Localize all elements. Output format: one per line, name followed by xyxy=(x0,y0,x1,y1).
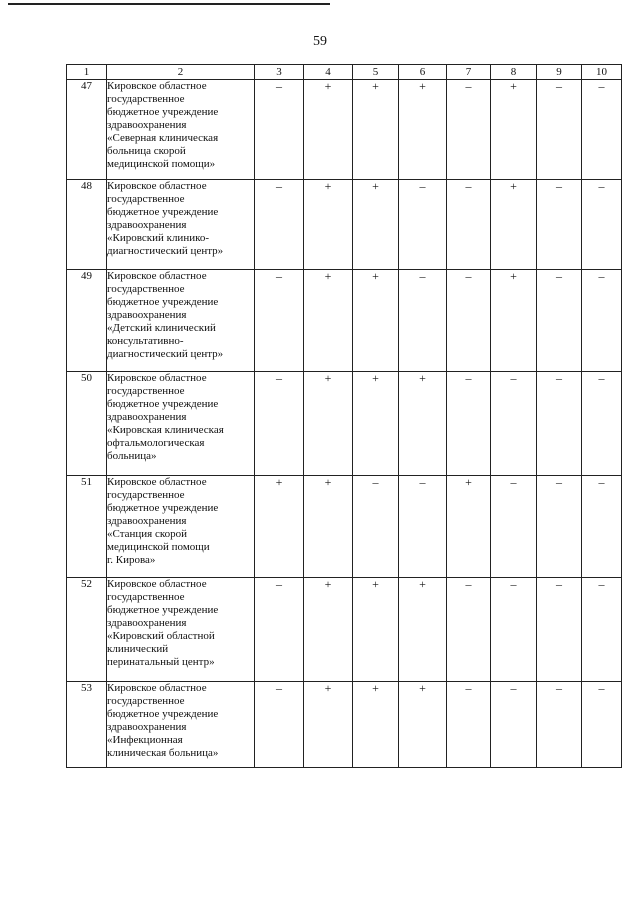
mark-cell xyxy=(304,578,353,682)
row-number: 52 xyxy=(67,578,107,682)
facility-name-line: бюджетное учреждение xyxy=(107,206,219,218)
mark-cell xyxy=(255,270,304,372)
mark-value: + xyxy=(324,681,332,695)
facility-name-line: бюджетное учреждение xyxy=(107,604,219,616)
mark-value: – xyxy=(465,577,472,591)
mark-value: – xyxy=(510,577,517,591)
mark-cell xyxy=(582,682,622,768)
mark-cell xyxy=(491,270,537,372)
mark-cell xyxy=(353,270,399,372)
facility-name-line: «Северная клиническая xyxy=(107,132,219,144)
mark-value: + xyxy=(372,179,379,193)
facility-name-line: государственное xyxy=(107,93,185,105)
mark-cell xyxy=(399,476,447,578)
facility-name xyxy=(107,476,255,578)
facility-name-line: «Станция скорой xyxy=(107,528,188,540)
mark-value: – xyxy=(598,179,605,193)
mark-cell xyxy=(399,682,447,768)
mark-value: – xyxy=(556,371,562,385)
mark-cell xyxy=(447,80,491,180)
mark-value: – xyxy=(465,371,472,385)
mark-value: + xyxy=(419,371,426,385)
mark-value: + xyxy=(419,577,426,591)
facility-name-line: бюджетное учреждение xyxy=(107,398,219,410)
facility-name-line: клиническая больница» xyxy=(107,747,219,759)
mark-value: + xyxy=(275,475,283,489)
facility-name-line: Кировское областное xyxy=(107,270,207,282)
facility-name-line: перинатальный центр» xyxy=(107,656,215,668)
header-row xyxy=(67,65,622,80)
mark-cell xyxy=(304,682,353,768)
mark-value: + xyxy=(419,681,426,695)
mark-cell xyxy=(353,682,399,768)
mark-value: – xyxy=(598,577,605,591)
row-number: 53 xyxy=(67,682,107,768)
facility-name-line: государственное xyxy=(107,695,185,707)
mark-value: + xyxy=(372,371,379,385)
table-row xyxy=(67,578,622,682)
mark-cell xyxy=(255,578,304,682)
mark-cell xyxy=(491,180,537,270)
facility-name xyxy=(107,682,255,768)
facility-name-line: Кировское областное xyxy=(107,476,207,488)
mark-cell xyxy=(399,270,447,372)
mark-cell xyxy=(582,372,622,476)
facility-name-line: бюджетное учреждение xyxy=(107,106,219,118)
facility-name-line: больница скорой xyxy=(107,145,186,157)
facility-name-line: Кировское областное xyxy=(107,80,207,92)
mark-value: – xyxy=(276,79,282,93)
table-row xyxy=(67,80,622,180)
table-row xyxy=(67,476,622,578)
column-header: 4 xyxy=(304,65,353,80)
mark-value: – xyxy=(556,475,562,489)
facility-name-line: медицинской помощи xyxy=(107,541,210,553)
mark-value: – xyxy=(510,475,517,489)
mark-value: – xyxy=(598,269,605,283)
mark-value: + xyxy=(324,577,332,591)
facility-name-line: «Кировская клиническая xyxy=(107,424,224,436)
facility-name-line: Кировское областное xyxy=(107,180,207,192)
mark-cell xyxy=(491,682,537,768)
mark-cell xyxy=(582,180,622,270)
mark-value: + xyxy=(324,269,332,283)
mark-cell xyxy=(447,682,491,768)
facility-name-line: бюджетное учреждение xyxy=(107,296,219,308)
table-row xyxy=(67,372,622,476)
facility-name-line: Кировское областное xyxy=(107,682,207,694)
facility-name-line: здравоохранения xyxy=(107,119,187,131)
facility-name-line: бюджетное учреждение xyxy=(107,708,219,720)
mark-value: – xyxy=(598,681,605,695)
mark-cell xyxy=(447,578,491,682)
facility-name-line: государственное xyxy=(107,385,185,397)
mark-value: – xyxy=(556,681,562,695)
facility-name-line: государственное xyxy=(107,283,185,295)
mark-value: + xyxy=(510,79,517,93)
mark-value: – xyxy=(419,475,426,489)
mark-value: + xyxy=(510,179,517,193)
facility-name-line: Кировское областное xyxy=(107,372,207,384)
mark-cell xyxy=(447,476,491,578)
mark-cell xyxy=(537,476,582,578)
mark-cell xyxy=(304,476,353,578)
mark-cell xyxy=(447,180,491,270)
facility-name-line: медицинской помощи» xyxy=(107,158,216,170)
facility-name-line: бюджетное учреждение xyxy=(107,502,219,514)
facility-name-line: здравоохранения xyxy=(107,515,187,527)
mark-cell xyxy=(537,578,582,682)
mark-value: + xyxy=(372,79,379,93)
mark-value: – xyxy=(556,79,562,93)
mark-cell xyxy=(304,180,353,270)
mark-cell xyxy=(582,80,622,180)
column-header: 6 xyxy=(399,65,447,80)
facility-name-line: клинический xyxy=(107,643,169,655)
mark-cell xyxy=(537,372,582,476)
mark-cell xyxy=(353,578,399,682)
facility-name-line: государственное xyxy=(107,591,185,603)
mark-cell xyxy=(353,80,399,180)
mark-value: – xyxy=(510,371,517,385)
mark-value: – xyxy=(465,269,472,283)
column-header: 7 xyxy=(447,65,491,80)
facility-name xyxy=(107,578,255,682)
mark-cell xyxy=(491,476,537,578)
mark-cell xyxy=(255,80,304,180)
table-row xyxy=(67,270,622,372)
column-header: 5 xyxy=(353,65,399,80)
row-number: 51 xyxy=(67,476,107,578)
mark-cell xyxy=(255,476,304,578)
facility-name-line: государственное xyxy=(107,193,185,205)
facility-name-line: консультативно- xyxy=(107,335,184,347)
table-row xyxy=(67,180,622,270)
mark-cell xyxy=(447,372,491,476)
mark-value: + xyxy=(324,475,332,489)
facility-name-line: здравоохранения xyxy=(107,617,187,629)
facility-name-line: здравоохранения xyxy=(107,309,187,321)
mark-value: – xyxy=(465,179,472,193)
page-number: 59 xyxy=(313,34,327,49)
mark-value: + xyxy=(372,681,379,695)
mark-cell xyxy=(255,682,304,768)
mark-value: – xyxy=(465,79,472,93)
mark-cell xyxy=(399,80,447,180)
mark-value: – xyxy=(276,371,282,385)
mark-cell xyxy=(447,270,491,372)
facility-name-line: «Кировский клинико- xyxy=(107,232,210,244)
mark-value: – xyxy=(510,681,517,695)
mark-cell xyxy=(491,578,537,682)
mark-value: – xyxy=(598,371,605,385)
mark-cell xyxy=(353,372,399,476)
mark-value: + xyxy=(465,475,472,489)
mark-value: – xyxy=(556,179,562,193)
facility-name xyxy=(107,270,255,372)
column-header: 1 xyxy=(67,65,107,80)
mark-value: – xyxy=(419,179,426,193)
mark-cell xyxy=(304,372,353,476)
mark-value: – xyxy=(276,269,282,283)
facilities-table xyxy=(66,64,622,768)
mark-cell xyxy=(255,180,304,270)
top-rule xyxy=(8,3,330,5)
mark-cell xyxy=(537,80,582,180)
mark-value: – xyxy=(598,79,605,93)
mark-value: + xyxy=(419,79,426,93)
mark-cell xyxy=(491,80,537,180)
mark-value: – xyxy=(372,475,379,489)
facility-name xyxy=(107,372,255,476)
column-header: 8 xyxy=(491,65,537,80)
row-number: 49 xyxy=(67,270,107,372)
mark-cell xyxy=(304,80,353,180)
mark-value: + xyxy=(324,371,332,385)
mark-cell xyxy=(582,270,622,372)
column-header: 2 xyxy=(107,65,255,80)
mark-value: + xyxy=(372,269,379,283)
mark-value: – xyxy=(276,577,282,591)
mark-cell xyxy=(537,270,582,372)
mark-value: – xyxy=(276,179,282,193)
facility-name xyxy=(107,80,255,180)
mark-cell xyxy=(304,270,353,372)
facility-name-line: здравоохранения xyxy=(107,721,187,733)
table-row xyxy=(67,682,622,768)
row-number: 50 xyxy=(67,372,107,476)
column-header: 3 xyxy=(255,65,304,80)
facility-name-line: здравоохранения xyxy=(107,219,187,231)
mark-cell xyxy=(255,372,304,476)
mark-value: – xyxy=(419,269,426,283)
facility-name-line: диагностический центр» xyxy=(107,245,224,257)
mark-value: – xyxy=(276,681,282,695)
mark-cell xyxy=(582,578,622,682)
mark-cell xyxy=(399,180,447,270)
facility-name-line: Кировское областное xyxy=(107,578,207,590)
mark-value: – xyxy=(556,269,562,283)
facility-name-line: государственное xyxy=(107,489,185,501)
row-number: 48 xyxy=(67,180,107,270)
mark-value: – xyxy=(556,577,562,591)
mark-value: + xyxy=(324,179,332,193)
facility-name xyxy=(107,180,255,270)
mark-cell xyxy=(353,476,399,578)
mark-cell xyxy=(491,372,537,476)
row-number: 47 xyxy=(67,80,107,180)
facility-name-line: «Кировский областной xyxy=(107,630,215,642)
mark-value: – xyxy=(598,475,605,489)
column-header: 10 xyxy=(582,65,622,80)
mark-cell xyxy=(537,682,582,768)
mark-cell xyxy=(537,180,582,270)
mark-cell xyxy=(399,578,447,682)
facility-name-line: диагностический центр» xyxy=(107,348,224,360)
table-body xyxy=(67,80,622,768)
facility-name-line: «Инфекционная xyxy=(107,734,183,746)
facility-name-line: офтальмологическая xyxy=(107,437,205,449)
facility-name-line: г. Кирова» xyxy=(107,554,156,566)
mark-cell xyxy=(399,372,447,476)
facility-name-line: больница» xyxy=(107,450,157,462)
mark-value: + xyxy=(372,577,379,591)
mark-value: + xyxy=(324,79,332,93)
mark-cell xyxy=(582,476,622,578)
mark-cell xyxy=(353,180,399,270)
column-header: 9 xyxy=(537,65,582,80)
facility-name-line: «Детский клинический xyxy=(107,322,216,334)
mark-value: + xyxy=(510,269,517,283)
mark-value: – xyxy=(465,681,472,695)
facility-name-line: здравоохранения xyxy=(107,411,187,423)
